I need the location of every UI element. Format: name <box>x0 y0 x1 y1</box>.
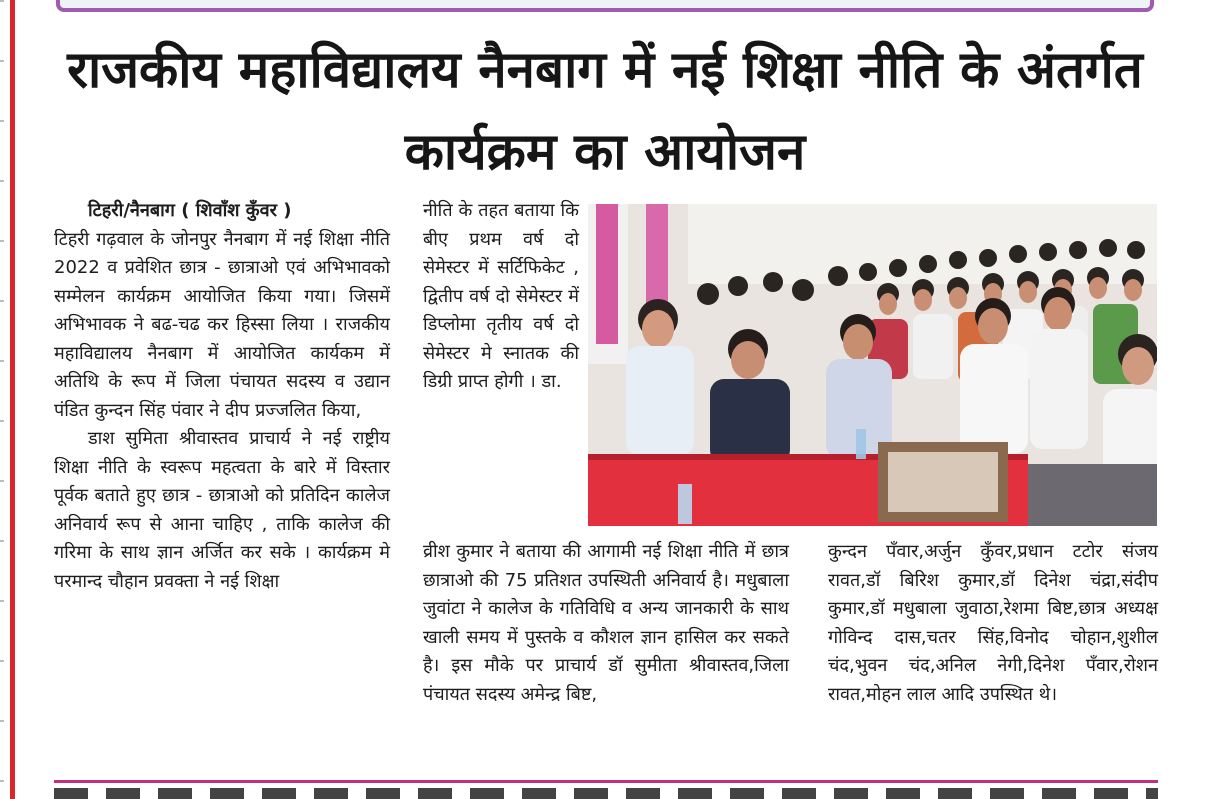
next-headline-strip <box>54 788 1158 799</box>
paragraph-5: कुन्दन पँवार,अर्जुन कुँवर,प्रधान टटोर संजय रावत,डॉ बिरिश कुमार,डॉ दिनेश चंद्रा,संदीप कुमार,डॉ मधुबाला जुवाठा,रेशमा बिष्ट,छात्र अध्यक्ष गोविन्द दास,चतर सिंह,विनोद चोहान,शुशील चंद,भुवन चंद,अनिल नेगी,दिनेश पँवार,रोशन रावत,मोहन लाल आदि उपस्थित थे। <box>828 541 1158 705</box>
top-banner-box <box>56 0 1154 12</box>
paragraph-4: व्रीश कुमार ने बताया की आगामी नई शिक्षा नीति में छात्र छात्राओ की 75 प्रतिशत उपस्थिती अनिवार्य है। मधुबाला जुवांटा ने कालेज के गतिविधि व अन्य जानकारी के साथ खाली समय में पुस्तके व कौशल ज्ञान हासिल कर सकते है। इस मौके पर प्राचार्य डॉ सुमीता श्रीवास्तव,जिला पंचायत सदस्य अमेन्द्र बिष्ट, <box>423 541 789 705</box>
article-column-2 <box>423 197 579 397</box>
headline: राजकीय महाविद्यालय नैनबाग में नई शिक्षा नीति के अंतर्गत कार्यक्रम का आयोजन <box>67 41 1143 182</box>
bottom-divider <box>54 780 1158 783</box>
article-column-3 <box>423 538 789 709</box>
paragraph-3: नीति के तहत बताया कि बीए प्रथम वर्ष दो सेमेस्टर में सर्टिफिकेट , द्वितीप वर्ष दो सेमेस्टर में डिप्लोमा तृतीय वर्ष दो सेमेस्टर मे स्नातक की डिग्री प्राप्त होगी । डा. <box>423 200 579 392</box>
event-photo <box>588 204 1157 526</box>
paragraph-2: डाश सुमिता श्रीवास्तव प्राचार्य ने नई राष्ट्रीय शिक्षा नीति के स्वरूप महत्वता के बारे में विस्तार पूर्वक बताते हुए छात्र - छात्राओ को प्रतिदिन कालेज अनिवार्य रूप से आना चाहिए , ताकि कालेज की गरिमा के साथ ज्ञान अर्जित कर सके । कार्यक्रम मे परमान्द चौहान प्रवक्ता ने नई शिक्षा <box>54 428 390 592</box>
article-column-1 <box>54 197 390 596</box>
byline: टिहरी/नैनबाग ( शिवाँश कुँवर ) <box>88 200 292 221</box>
left-red-rule <box>10 0 15 799</box>
page-edge-marks <box>0 0 4 799</box>
paragraph-1: टिहरी गढ़वाल के जोनपुर नैनबाग में नई शिक्षा नीति 2022 व प्रवेशित छात्र - छात्राओ एवं अभिभावको सम्मेलन कार्यक्रम आयोजित किया गया। जिसमें अभिभावक ने बढ-चढ कर हिस्सा लिया । राजकीय महाविद्यालय नैनबाग में आयोजित कार्यकम में अतिथि के रूप में जिला पंचायत सदस्य व उद्यान पंडित कुन्दन सिंह पंवार ने दीप प्रज्जलित किया, <box>54 228 390 421</box>
article-column-4 <box>828 538 1158 709</box>
